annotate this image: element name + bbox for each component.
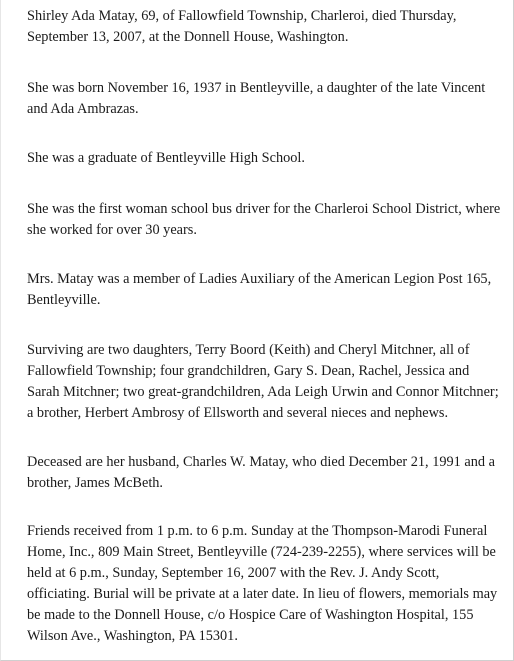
paragraph-education — [27, 148, 507, 169]
text-line: Bentleyville. — [27, 292, 101, 308]
paragraph-survivors — [27, 340, 507, 424]
text-line: held at 6 p.m., Sunday, September 16, 2007 with the Rev. J. Andy Scott, — [27, 565, 440, 581]
text-line: September 13, 2007, at the Donnell House, Washington. — [27, 29, 349, 45]
text-line: Shirley Ada Matay, 69, of Fallowfield Township, Charleroi, died Thursday, — [27, 8, 457, 24]
text-line: She was the first woman school bus driver for the Charleroi School District, where — [27, 201, 501, 217]
text-line: and Ada Ambrazas. — [27, 101, 139, 117]
text-line: Mrs. Matay was a member of Ladies Auxiliary of the American Legion Post 165, — [27, 271, 492, 287]
text-line: Deceased are her husband, Charles W. Matay, who died December 21, 1991 and a — [27, 454, 495, 470]
text-line: She was born November 16, 1937 in Bentleyville, a daughter of the late Vincent — [27, 80, 486, 96]
text-line: a brother, Herbert Ambrosy of Ellsworth and several nieces and nephews. — [27, 405, 449, 421]
text-line: brother, James McBeth. — [27, 475, 164, 491]
text-line: Surviving are two daughters, Terry Boord (Keith) and Cheryl Mitchner, all of — [27, 342, 470, 358]
text-line: Friends received from 1 p.m. to 6 p.m. Sunday at the Thompson-Marodi Funeral — [27, 523, 488, 539]
text-line: she worked for over 30 years. — [27, 222, 197, 238]
paragraph-membership — [27, 269, 507, 311]
paragraph-death-notice — [27, 6, 507, 48]
text-line: Sarah Mitchner; two great-grandchildren, Ada Leigh Urwin and Connor Mitchner; — [27, 384, 499, 400]
paragraph-deceased — [27, 452, 507, 494]
paragraph-services — [27, 521, 507, 647]
paragraph-career — [27, 199, 507, 241]
text-line: officiating. Burial will be private at a later date. In lieu of flowers, memorials may — [27, 586, 498, 602]
text-line: She was a graduate of Bentleyville High School. — [27, 150, 305, 166]
text-line: Fallowfield Township; four grandchildren, Gary S. Dean, Rachel, Jessica and — [27, 363, 470, 379]
text-line: Wilson Ave., Washington, PA 15301. — [27, 628, 238, 644]
text-line: Home, Inc., 809 Main Street, Bentleyville (724-239-2255), where services will be — [27, 544, 496, 560]
paragraph-birth — [27, 78, 507, 120]
text-line: be made to the Donnell House, c/o Hospice Care of Washington Hospital, 155 — [27, 607, 474, 623]
